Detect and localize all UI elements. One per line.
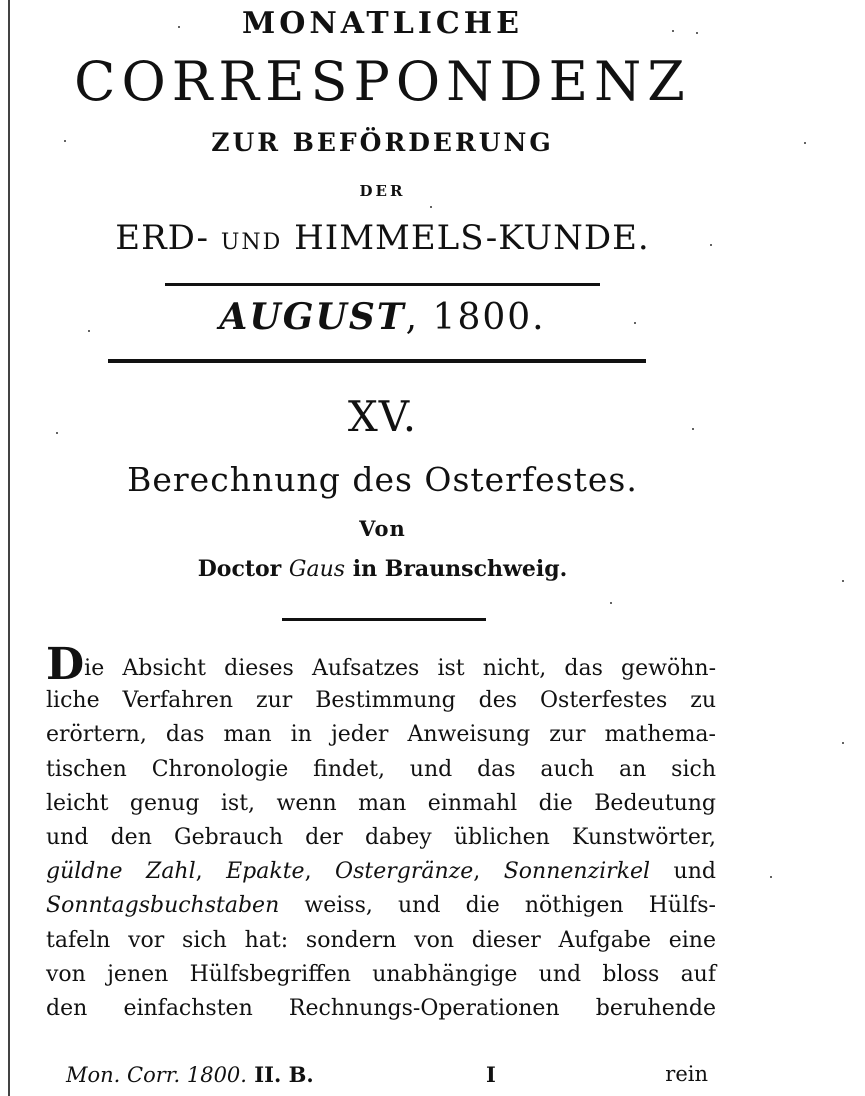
page-footer	[46, 1062, 716, 1090]
scan-speck	[178, 26, 180, 28]
byline-author	[0, 556, 765, 582]
body-line-7	[46, 855, 716, 889]
scan-speck	[64, 140, 66, 142]
body-line-7-sep-4: und	[650, 859, 716, 885]
body-line-7-sep-2: ,	[304, 859, 336, 885]
issue-date	[0, 296, 765, 338]
body-line-7-sep-3: ,	[473, 859, 504, 885]
footer-journal: Mon. Corr. 1800.	[66, 1063, 247, 1087]
body-line-2: liche Verfahren zur Bestimmung des Osterfestes zu	[46, 688, 716, 714]
journal-title-und: UND	[220, 230, 283, 255]
author-name: Gaus	[288, 557, 346, 582]
body-line-9: tafeln vor sich hat: sondern von dieser Aufgabe eine	[46, 927, 716, 953]
scan-speck	[672, 30, 674, 32]
drop-cap: D	[46, 639, 85, 690]
author-suffix: in Braunschweig.	[345, 556, 568, 582]
body-line-11: den einfachsten Rechnungs-Operationen beruhende	[46, 995, 716, 1021]
scan-speck	[696, 32, 698, 34]
term-epakte: Epakte	[226, 859, 305, 885]
byline-divider	[282, 618, 486, 621]
article-number: XV.	[347, 392, 418, 441]
top-divider	[165, 283, 600, 286]
footer-signature: I	[486, 1062, 496, 1087]
scan-speck	[610, 602, 612, 604]
body-line-7-sep-1: ,	[195, 859, 227, 885]
term-sonntagsbuchstaben: Sonntagsbuchstaben	[46, 893, 280, 919]
body-text	[46, 639, 716, 1026]
body-line-1-text: ie Absicht dieses Aufsatzes ist nicht, das gewöhn-	[84, 656, 716, 681]
issue-month: AUGUST	[219, 296, 406, 338]
issue-year: , 1800.	[405, 297, 546, 338]
body-line-4: tischen Chronologie findet, und das auch an sich	[46, 756, 716, 782]
scan-speck	[634, 322, 636, 324]
byline-von: Von	[359, 516, 406, 541]
footer-catchword: rein	[665, 1062, 708, 1086]
journal-title-himmels: HIMMELS-KUNDE.	[294, 218, 650, 258]
body-line-8	[46, 889, 716, 923]
body-line-6: und den Gebrauch der dabey üblichen Kunstwörter,	[46, 824, 716, 850]
body-line-5: leicht genug ist, wenn man einmahl die Bedeutung	[46, 790, 716, 816]
footer-volume: II. B.	[246, 1062, 314, 1087]
author-prefix: Doctor	[197, 556, 289, 582]
date-divider	[108, 359, 646, 363]
scan-speck	[804, 142, 806, 144]
footer-journal-ref	[66, 1062, 314, 1087]
article-title: Berechnung des Osterfestes.	[127, 460, 638, 499]
body-line-8-rest: weiss, und die nöthigen Hülfs-	[279, 893, 716, 919]
term-ostergraenze: Ostergränze	[335, 859, 474, 885]
term-sonnenzirkel: Sonnenzirkel	[503, 859, 651, 885]
journal-title-line-4: DER	[359, 182, 406, 200]
scan-speck	[842, 580, 844, 582]
scan-speck	[88, 330, 90, 332]
body-line-1	[46, 639, 716, 690]
journal-title-line-2: CORRESPONDENZ	[74, 50, 691, 113]
term-guldne-zahl: güldne Zahl	[46, 859, 196, 885]
scan-speck	[710, 244, 712, 246]
scan-speck	[56, 432, 58, 434]
journal-title-line-3: ZUR BEFÖRDERUNG	[211, 128, 554, 157]
scan-speck	[430, 206, 432, 208]
page-edge-line	[8, 0, 10, 1096]
journal-title-erd: ERD-	[115, 218, 210, 258]
body-line-3: erörtern, das man in jeder Anweisung zur mathema-	[46, 722, 716, 748]
scan-speck	[770, 876, 772, 878]
journal-title-line-5	[0, 218, 765, 258]
scan-speck	[692, 428, 694, 430]
body-line-10: von jenen Hülfsbegriffen unabhängige und bloss auf	[46, 961, 716, 987]
scan-speck	[842, 742, 844, 744]
journal-title-line-1: MONATLICHE	[242, 6, 523, 41]
